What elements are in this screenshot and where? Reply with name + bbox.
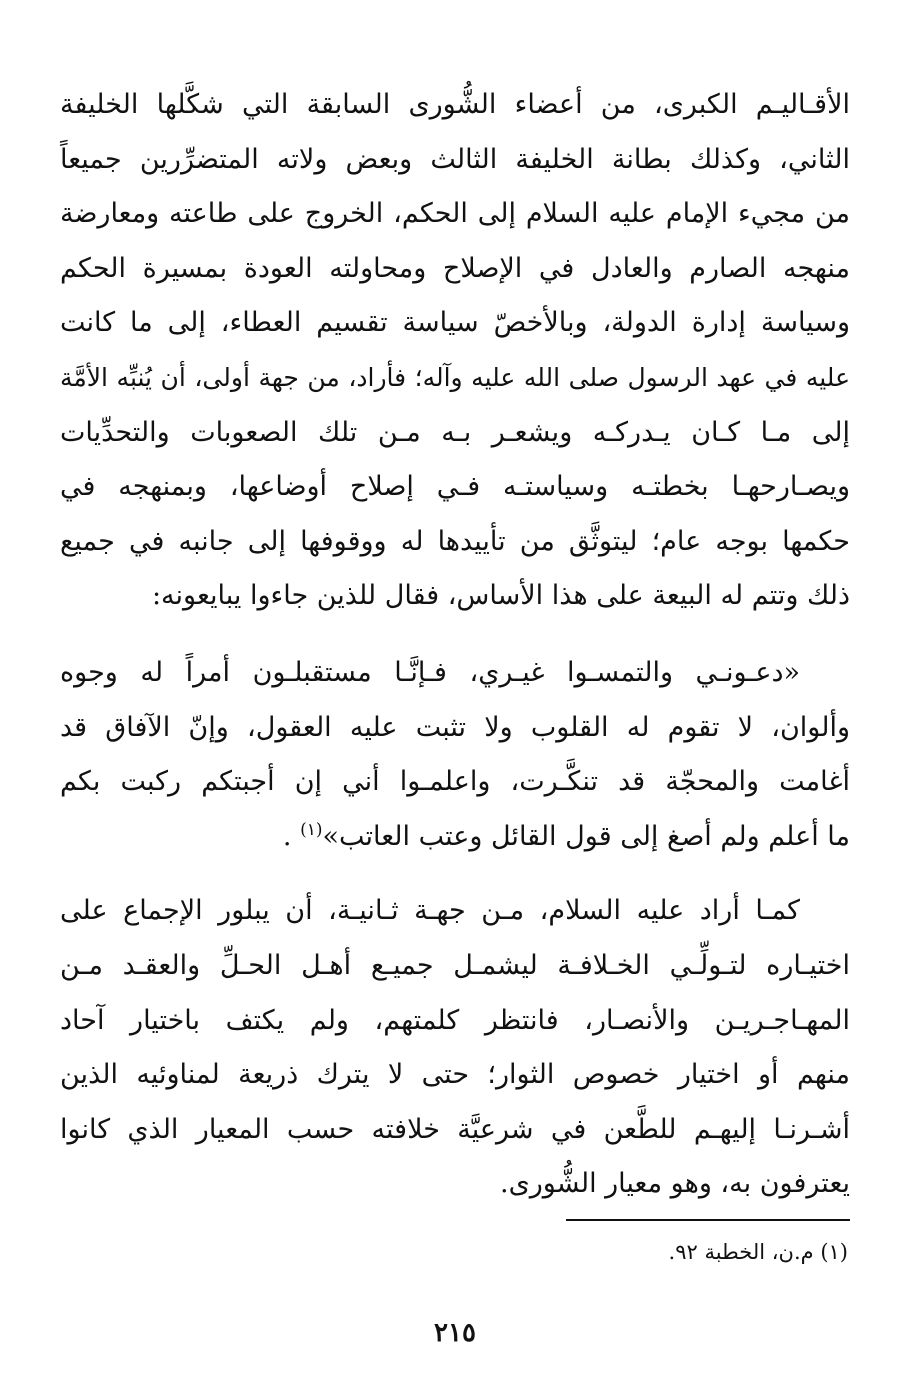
text-line: الثاني، وكذلك بطانة الخليفة الثالث وبعض ولاته المتضرِّرين جميعاً [60,143,850,175]
text-line: إلى مـا كـان يـدركـه ويشعـر بـه مـن تلك الصعوبات والتحدِّيات [60,416,850,448]
text-line: «دعـونـي والتمسـوا غيـري، فـإنَّـا مستقبلـون أمراً له وجوه [60,656,800,688]
footnote-reference[interactable]: (١) [300,819,323,840]
sentence-end: . [282,820,292,852]
text-line: الأقـاليـم الكبرى، من أعضاء الشُّورى السابقة التي شكَّلها الخليفة [60,89,850,120]
footnote-divider [566,1219,850,1221]
text-line: يعترفون به، وهو معيار الشُّورى. [500,1168,850,1200]
text-line: ما أعلم ولم أصغ إلى قول القائل وعتب العاتب» [322,820,850,852]
page-number: ٢١٥ [434,1318,476,1348]
footnote [669,1236,848,1268]
paragraph-3 [60,884,850,1212]
page-body [60,78,850,1212]
footnote-marker: (١) [820,1240,848,1264]
text-line: أشـرنـا إليهـم للطَّعن في شرعيَّة خلافته حسب المعيار الذي كانوا [60,1113,850,1145]
text-line: من مجيء الإمام عليه السلام إلى الحكم، الخروج على طاعته ومعارضة [60,198,850,230]
text-line: ذلك وتتم له البيعة على هذا الأساس، فقال للذين جاءوا يبايعونه: [151,580,850,612]
paragraph-1 [60,78,850,624]
text-line: وسياسة إدارة الدولة، وبالأخصّ سياسة تقسيم العطاء، إلى ما كانت [60,307,850,339]
text-line: كمـا أراد عليه السلام، مـن جهـة ثـانيـة، أن يبلور الإجماع على [60,895,800,927]
text-line: أغامت والمحجّة قد تنكَّـرت، واعلمـوا أني إن أجبتكم ركبت بكم [60,766,850,798]
text-line: منهم أو اختيار خصوص الثوار؛ حتى لا يترك ذريعة لمناوئيه الذين [60,1059,850,1091]
text-line: وألوان، لا تقوم له القلوب ولا تثبت عليه العقول، وإنّ الآفاق قد [60,711,850,743]
text-line: المهـاجـريـن والأنصـار، فانتظر كلمتهم، ولم يكتف باختيار آحاد [60,1004,850,1036]
text-line-with-footnote [60,810,850,865]
text-line: عليه في عهد الرسول صلى الله عليه وآله؛ فأراد، من جهة أولى، أن يُنبِّه الأمَّة [60,362,850,392]
paragraph-2-quote [60,646,850,864]
text-line: منهجه الصارم والعادل في الإصلاح ومحاولته العودة بمسيرة الحكم [60,252,850,284]
text-line: حكمها بوجه عام؛ ليتوثَّق من تأييدها له ووقوفها إلى جانبه في جميع [60,525,850,557]
text-line: اختيـاره لتـولِّـي الخـلافـة ليشمـل جميـع أهـل الحـلِّ والعقـد مـن [60,949,850,981]
footnote-text: م.ن، الخطبة ٩٢. [668,1240,814,1264]
text-line: ويصـارحهـا بخطتـه وسياستـه فـي إصلاح أوضاعها، وبمنهجه في [60,471,850,503]
